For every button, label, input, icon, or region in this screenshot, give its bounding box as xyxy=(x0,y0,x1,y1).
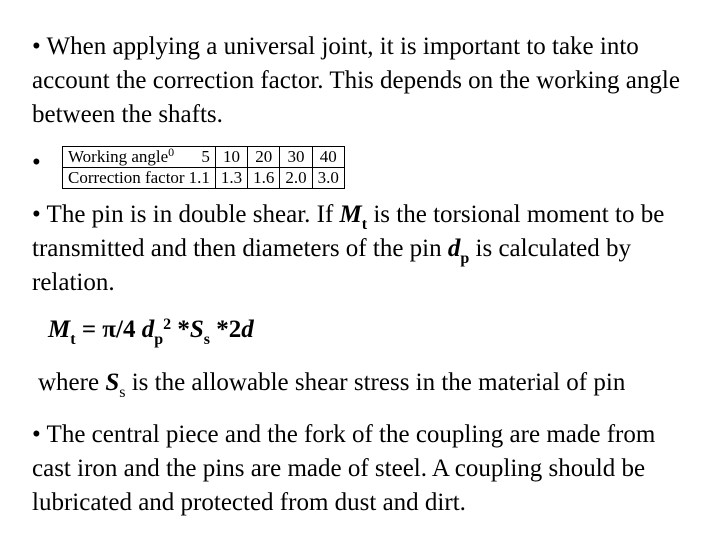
table-row xyxy=(63,168,345,189)
text-span: is the allowable shear stress in the material of pin xyxy=(125,369,626,396)
text-span: is calculated by relation. xyxy=(32,235,632,296)
table-cell: 3.0 xyxy=(312,168,344,189)
table-row xyxy=(63,147,345,168)
formula-diameter-subscript: p xyxy=(154,331,164,348)
text-span: where xyxy=(38,369,106,396)
stress-symbol: S xyxy=(105,369,120,396)
formula-diameter: d xyxy=(141,316,155,343)
working-angle-label: Working angle xyxy=(68,147,169,166)
diameter-subscript: p xyxy=(460,250,470,267)
formula-multiply-two: *2 xyxy=(210,316,242,343)
stress-subscript: s xyxy=(119,384,126,401)
bullet-universal-joint-text: • When applying a universal joint, it is important to take into account the correction factor. This depends on the working angle between the shafts. xyxy=(32,33,680,128)
bullet-pin-shear-text xyxy=(32,198,717,300)
table-row-label-working-angle xyxy=(63,147,187,168)
text-span: is the torsional moment to be transmitted and then diameters of the pin xyxy=(32,201,665,262)
bullet-coupling-material-text: • The central piece and the fork of the coupling are made from cast iron and the pins are made of steel. A coupling should be lubricated and protected from dust and dirt. xyxy=(32,421,656,516)
formula-d: d xyxy=(241,316,254,343)
shear-formula xyxy=(48,313,254,347)
diameter-symbol: d xyxy=(447,235,461,262)
table-cell: 20 xyxy=(248,147,280,168)
table-cell: 2.0 xyxy=(280,168,312,189)
table-cell: 5 xyxy=(187,147,216,168)
table-cell: 40 xyxy=(312,147,344,168)
table-cell: 30 xyxy=(280,147,312,168)
moment-symbol: M xyxy=(339,201,362,228)
correction-factor-table xyxy=(62,146,345,189)
formula-square: 2 xyxy=(163,316,172,333)
table-cell: 1.1 xyxy=(187,168,216,189)
table-cell: 1.6 xyxy=(248,168,280,189)
formula-stress: S xyxy=(189,316,204,343)
table-cell: 1.3 xyxy=(215,168,247,189)
formula-multiply: * xyxy=(171,316,190,343)
degree-superscript: 0 xyxy=(168,145,175,159)
formula-stress-subscript: s xyxy=(203,331,210,348)
table-row-label-correction-factor: Correction factor xyxy=(63,168,187,189)
table-cell: 10 xyxy=(215,147,247,168)
formula-equals: = π/4 xyxy=(75,316,142,343)
where-line xyxy=(38,366,625,400)
bullet-marker: • xyxy=(32,149,41,176)
formula-moment: M xyxy=(48,316,71,343)
text-span: • The pin is in double shear. If xyxy=(32,201,340,228)
formula-moment-subscript: t xyxy=(70,331,76,348)
moment-subscript: t xyxy=(361,216,368,233)
